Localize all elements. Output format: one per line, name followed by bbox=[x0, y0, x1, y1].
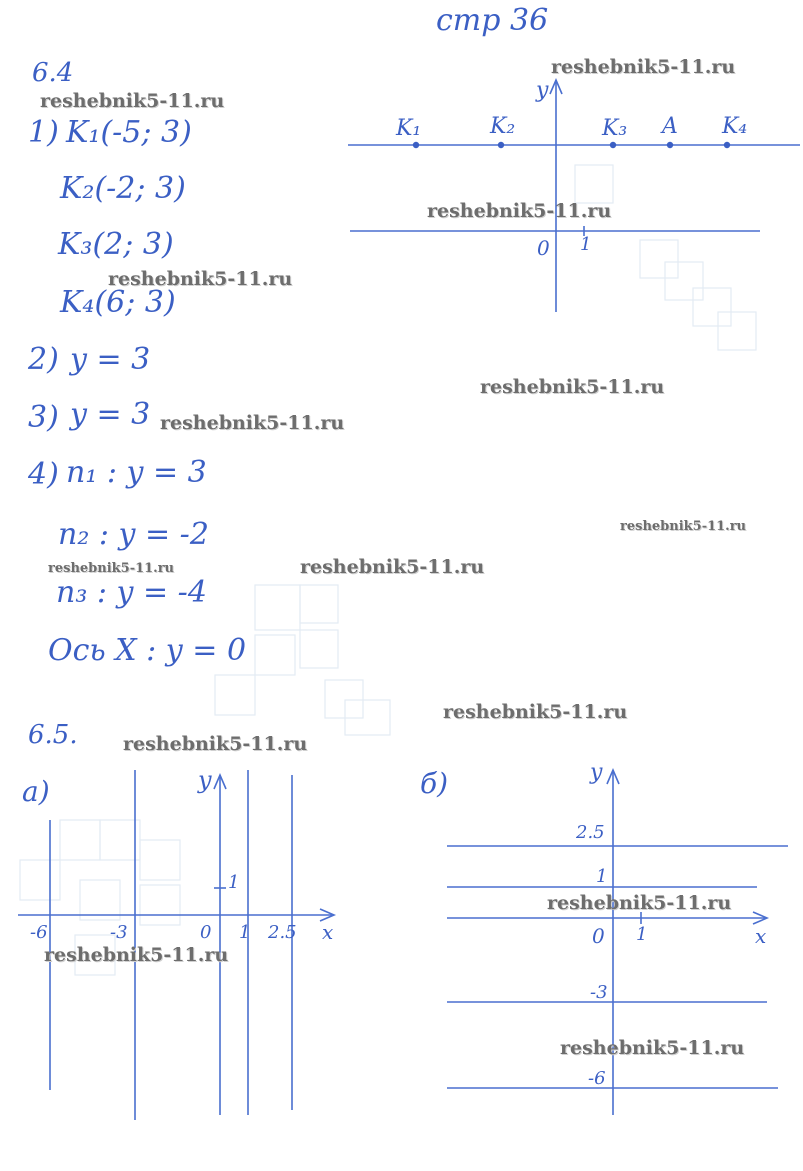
line-n1-equation: n₁ : y = 3 bbox=[66, 455, 207, 490]
point-k4-coords: K₄(6; 3) bbox=[60, 285, 176, 320]
graph-6-4-y-label: y bbox=[536, 78, 549, 103]
graph-a-y-tick-1: 1 bbox=[228, 872, 240, 893]
watermark: reshebnik5-11.ru bbox=[560, 1037, 745, 1059]
watermark: reshebnik5-11.ru bbox=[108, 268, 293, 290]
graph-b-tick-1: 1 bbox=[596, 866, 608, 887]
label-k1: K₁ bbox=[396, 116, 422, 141]
watermark: reshebnik5-11.ru bbox=[427, 200, 612, 222]
graph-b-tick-2-5: 2.5 bbox=[576, 822, 605, 843]
point-k3 bbox=[610, 142, 616, 148]
part-3-answer: y = 3 bbox=[70, 397, 151, 432]
graph-a-y-label: y bbox=[198, 766, 212, 794]
graph-a-tick-minus-6: -6 bbox=[30, 922, 48, 943]
watermark: reshebnik5-11.ru bbox=[300, 556, 485, 578]
graph-b-tick-minus-3: -3 bbox=[590, 982, 608, 1003]
graph-b-x-label: x bbox=[755, 924, 767, 948]
graph-a-x-label: x bbox=[322, 920, 334, 944]
watermark: reshebnik5-11.ru bbox=[123, 733, 308, 755]
watermark: reshebnik5-11.ru bbox=[44, 944, 229, 966]
graph-a-tick-0: 0 bbox=[200, 922, 212, 943]
graph-b-tick-minus-6: -6 bbox=[588, 1068, 606, 1089]
graph-b-x-tick-1: 1 bbox=[636, 924, 648, 945]
part-3-label: 3) bbox=[28, 400, 59, 435]
line-n2-equation: n₂ : y = -2 bbox=[58, 517, 209, 552]
point-k1-coords: K₁(-5; 3) bbox=[66, 115, 192, 150]
graph-a-tick-minus-3: -3 bbox=[110, 922, 128, 943]
exercise-6-4-number: 6.4 bbox=[32, 58, 74, 88]
watermark: reshebnik5-11.ru bbox=[443, 701, 628, 723]
watermark: reshebnik5-11.ru bbox=[480, 376, 665, 398]
point-k2-coords: K₂(-2; 3) bbox=[60, 171, 186, 206]
point-a bbox=[667, 142, 673, 148]
part-4-label: 4) bbox=[28, 457, 59, 492]
graph-6-5-b bbox=[447, 770, 788, 1115]
watermark: reshebnik5-11.ru bbox=[160, 412, 345, 434]
part-2-answer: y = 3 bbox=[70, 342, 151, 377]
graph-b-origin-label: 0 bbox=[592, 924, 605, 948]
x-axis-equation: Ось X : y = 0 bbox=[48, 633, 247, 668]
part-a-label: а) bbox=[22, 775, 50, 808]
watermark: reshebnik5-11.ru bbox=[40, 90, 225, 112]
watermark: reshebnik5-11.ru bbox=[547, 892, 732, 914]
graph-6-4-unit-label: 1 bbox=[580, 234, 592, 255]
point-k4 bbox=[724, 142, 730, 148]
label-k4: K₄ bbox=[722, 114, 748, 139]
part-b-label: б) bbox=[420, 767, 449, 800]
watermark: reshebnik5-11.ru bbox=[620, 519, 747, 534]
point-k1 bbox=[413, 142, 419, 148]
graph-a-tick-2-5: 2.5 bbox=[268, 922, 297, 943]
graph-a-tick-1: 1 bbox=[239, 922, 251, 943]
point-k2 bbox=[498, 142, 504, 148]
page-number: стр 36 bbox=[436, 3, 549, 38]
graph-b-y-label: y bbox=[590, 760, 603, 785]
label-k3: K₃ bbox=[602, 116, 628, 141]
point-k3-coords: K₃(2; 3) bbox=[58, 227, 174, 262]
part-1-label: 1) bbox=[28, 115, 59, 150]
line-n3-equation: n₃ : y = -4 bbox=[56, 575, 207, 610]
watermark: reshebnik5-11.ru bbox=[48, 561, 175, 576]
label-k2: K₂ bbox=[490, 114, 516, 139]
label-a: A bbox=[662, 114, 678, 139]
graph-6-4-origin-label: 0 bbox=[537, 236, 550, 260]
part-2-label: 2) bbox=[28, 342, 59, 377]
watermark: reshebnik5-11.ru bbox=[551, 56, 736, 78]
exercise-6-5-number: 6.5. bbox=[28, 720, 78, 750]
